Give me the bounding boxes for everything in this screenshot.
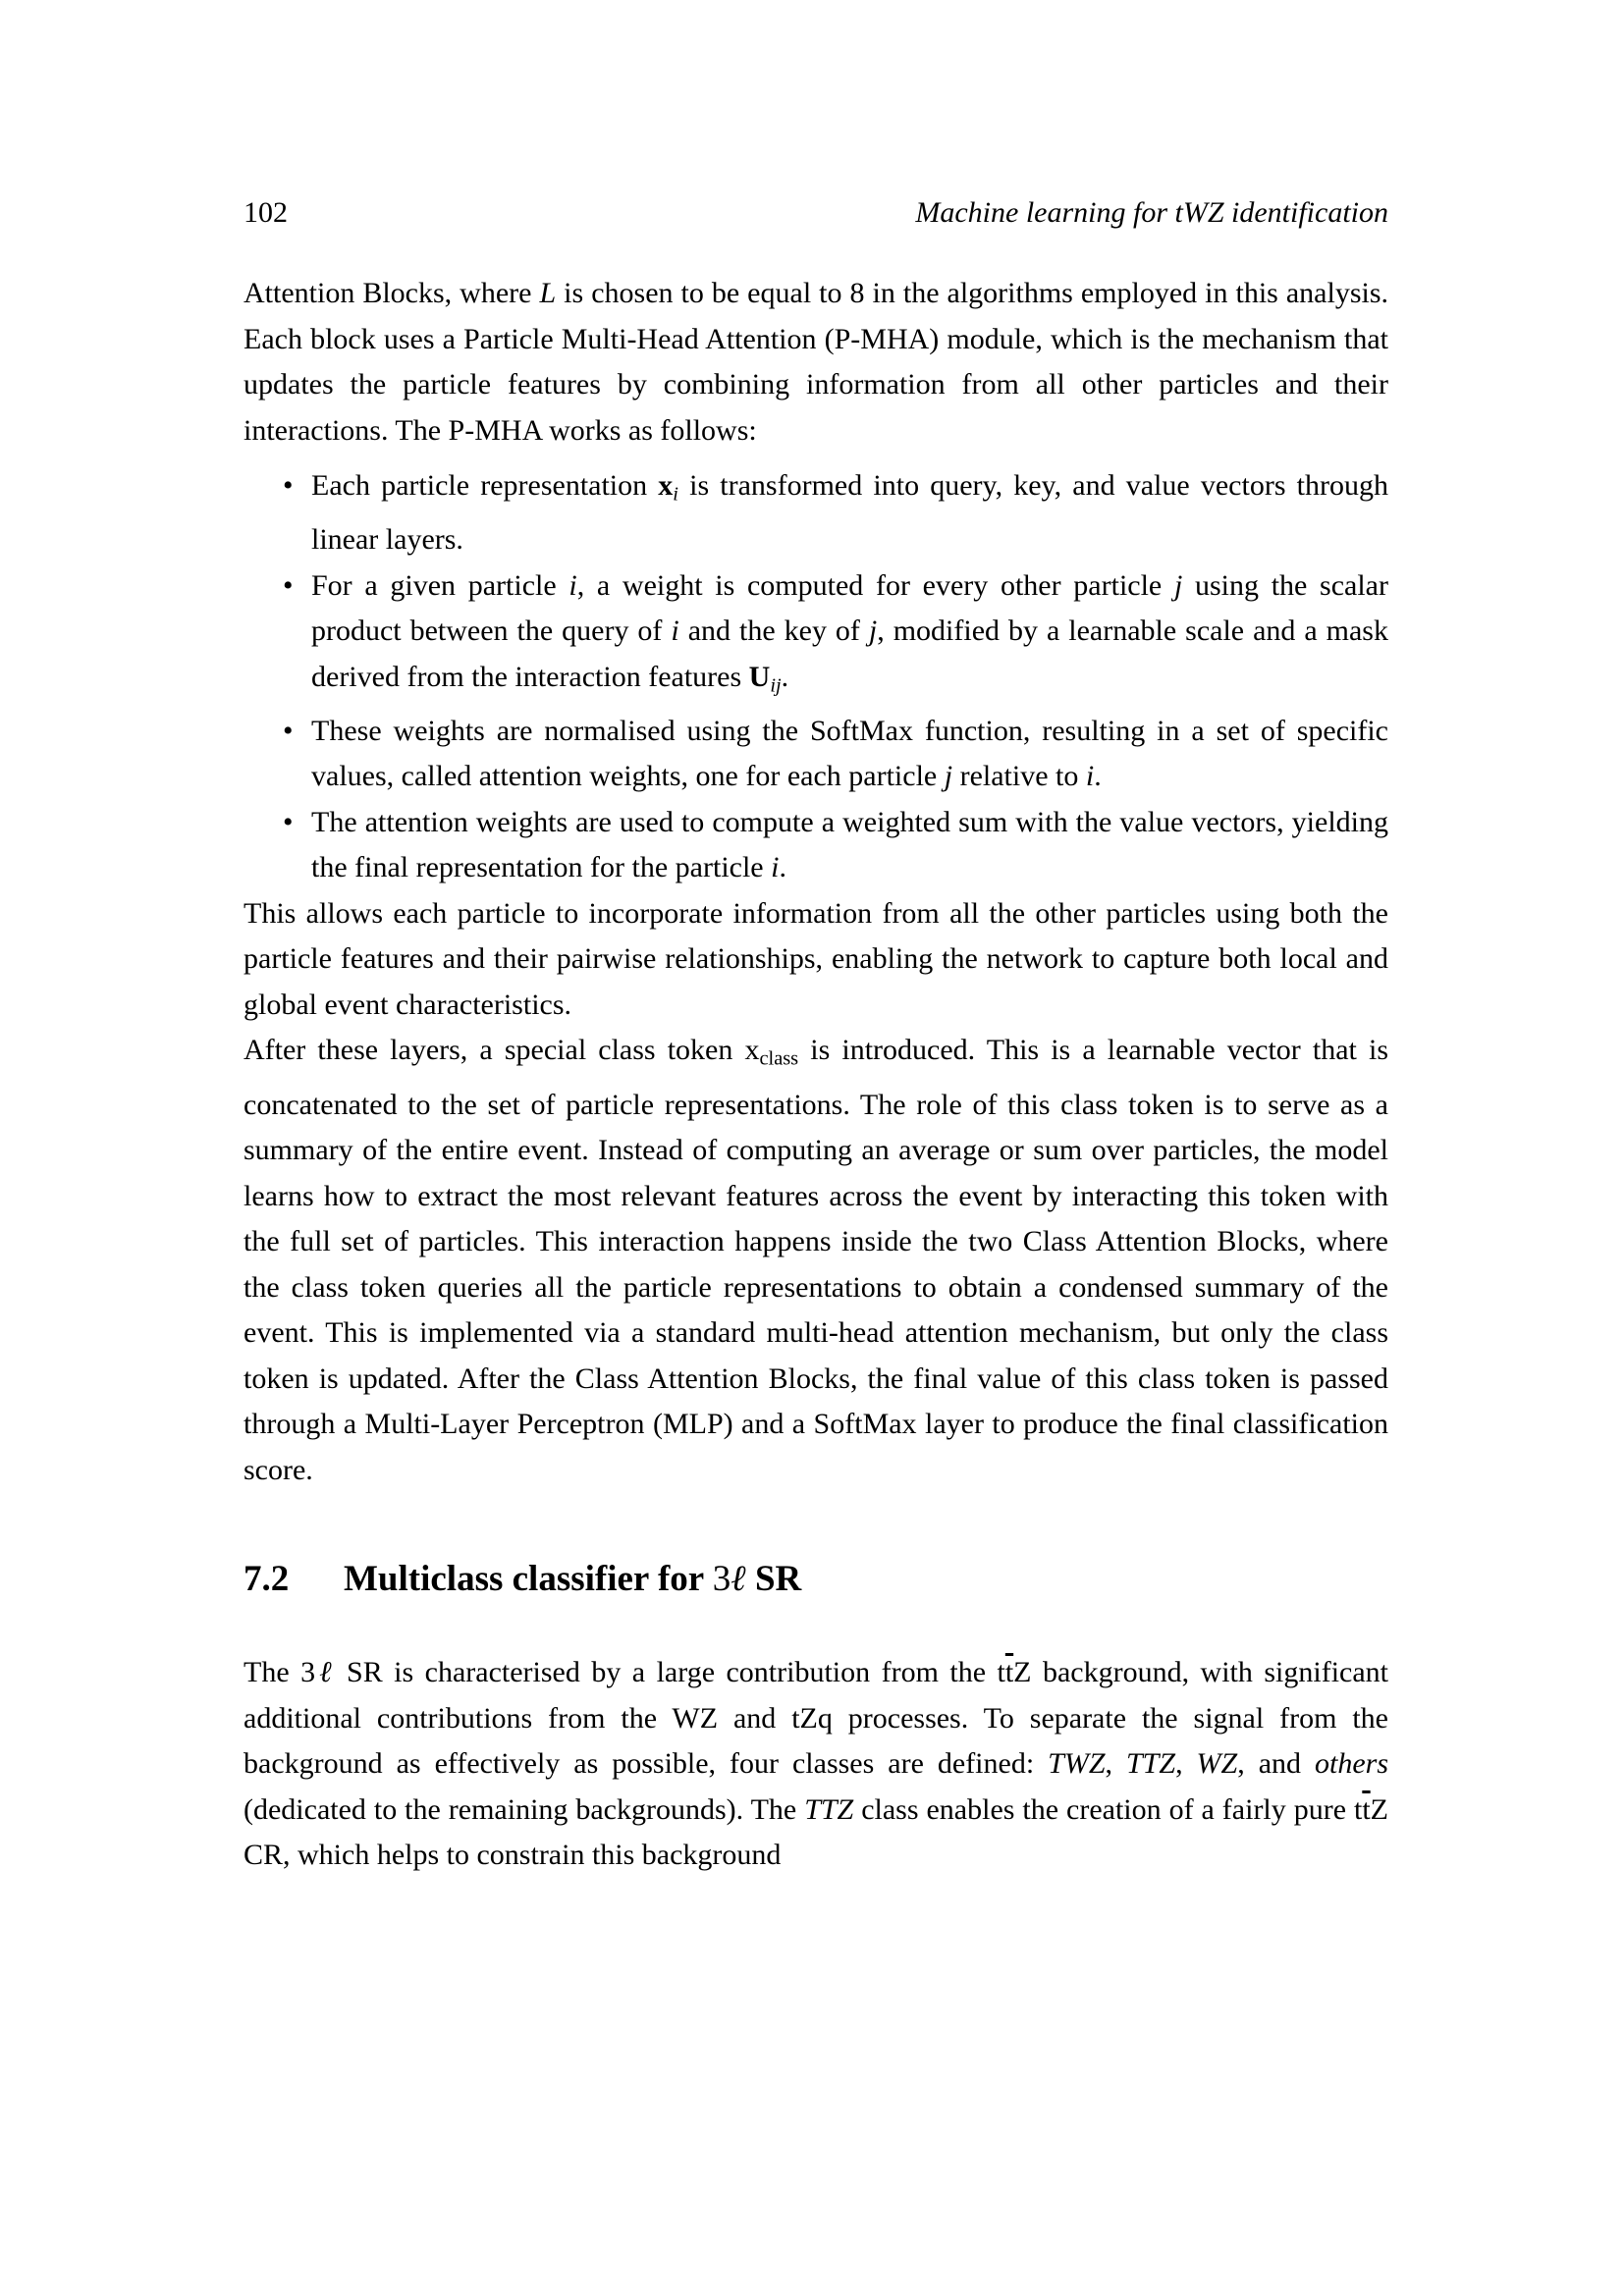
- paragraph-multiclass-3l-sr: The 3ℓ SR is characterised by a large contribution from the $t\overline{t}Z$ background, with significant additional contributions from the WZ and tZq processes. To separate the signal from the background as effectively as possible, four classes are defined: TWZ, TTZ, WZ, and others (dedicated to the remaining backgrounds). The TTZ class enables the creation of a fairly pure $t\overline{t}Z$ CR, which helps to constrain this background: [244, 1656, 1389, 1872]
- bullet-icon: •: [283, 805, 294, 838]
- list-item-weight-computation: [244, 563, 1388, 709]
- section-title: Multiclass classifier for 3ℓ SR: [344, 1559, 802, 1600]
- section-heading: [244, 1558, 1388, 1601]
- paragraph-pairwise-summary: This allows each particle to incorporate information from all the other particles using both the particle features and their pairwise relationships, enabling the network to capture both local and global event characteristics.: [244, 896, 1388, 1021]
- list-item-weighted-sum: [244, 800, 1388, 891]
- list-item-query-key-value: [244, 463, 1388, 563]
- list-item-text: Each particle representation xi is transformed into query, key, and value vectors through linear layers.: [311, 469, 1388, 557]
- bullet-icon: •: [283, 714, 294, 747]
- paragraph-class-token: After these layers, a special class token xclass is introduced. This is a learnable vector that is concatenated to the set of particle representations. The role of this class token is to serve as a summary of the entire event. Instead of computing an average or sum over particles, the model learns how to extract the most relevant features across the event by interacting this token with the full set of particles. This interaction happens inside the two Class Attention Blocks, where the class token queries all the particle representations to obtain a condensed summary of the event. This is implemented via a standard multi-head attention mechanism, but only the class token is updated. After the Class Attention Blocks, the final value of this class token is passed through a Multi-Layer Perceptron (MLP) and a SoftMax layer to produce the final classification score.: [244, 1034, 1388, 1486]
- list-item-softmax-normalisation: [244, 709, 1388, 800]
- paragraph-attention-blocks: Attention Blocks, where L is chosen to be equal to 8 in the algorithms employed in this analysis. Each block uses a Particle Multi-Head Attention (P-MHA) module, which is the mechanism that updates the particle features by combining information from all other particles and their interactions. The P-MHA works as follows:: [244, 277, 1389, 447]
- page-number: 102: [244, 196, 288, 229]
- bullet-icon: •: [283, 568, 294, 602]
- pmha-bullet-list: [244, 463, 1388, 891]
- section-number: 7.2: [244, 1559, 290, 1600]
- bullet-icon: •: [283, 469, 294, 502]
- page-body: [244, 271, 1388, 1879]
- page-header: [244, 196, 1388, 230]
- running-title: Machine learning for tWZ identification: [915, 196, 1388, 229]
- list-item-text: These weights are normalised using the SoftMax function, resulting in a set of specific values, called attention weights, one for each particle j relative to i.: [311, 714, 1388, 793]
- list-item-text: The attention weights are used to compute a weighted sum with the value vectors, yielding the final representation for the particle i.: [311, 805, 1388, 884]
- list-item-text: For a given particle i, a weight is computed for every other particle j using the scalar product between the query of i and the key of j, modified by a learnable scale and a mask derived from the interaction features Uij.: [311, 568, 1388, 697]
